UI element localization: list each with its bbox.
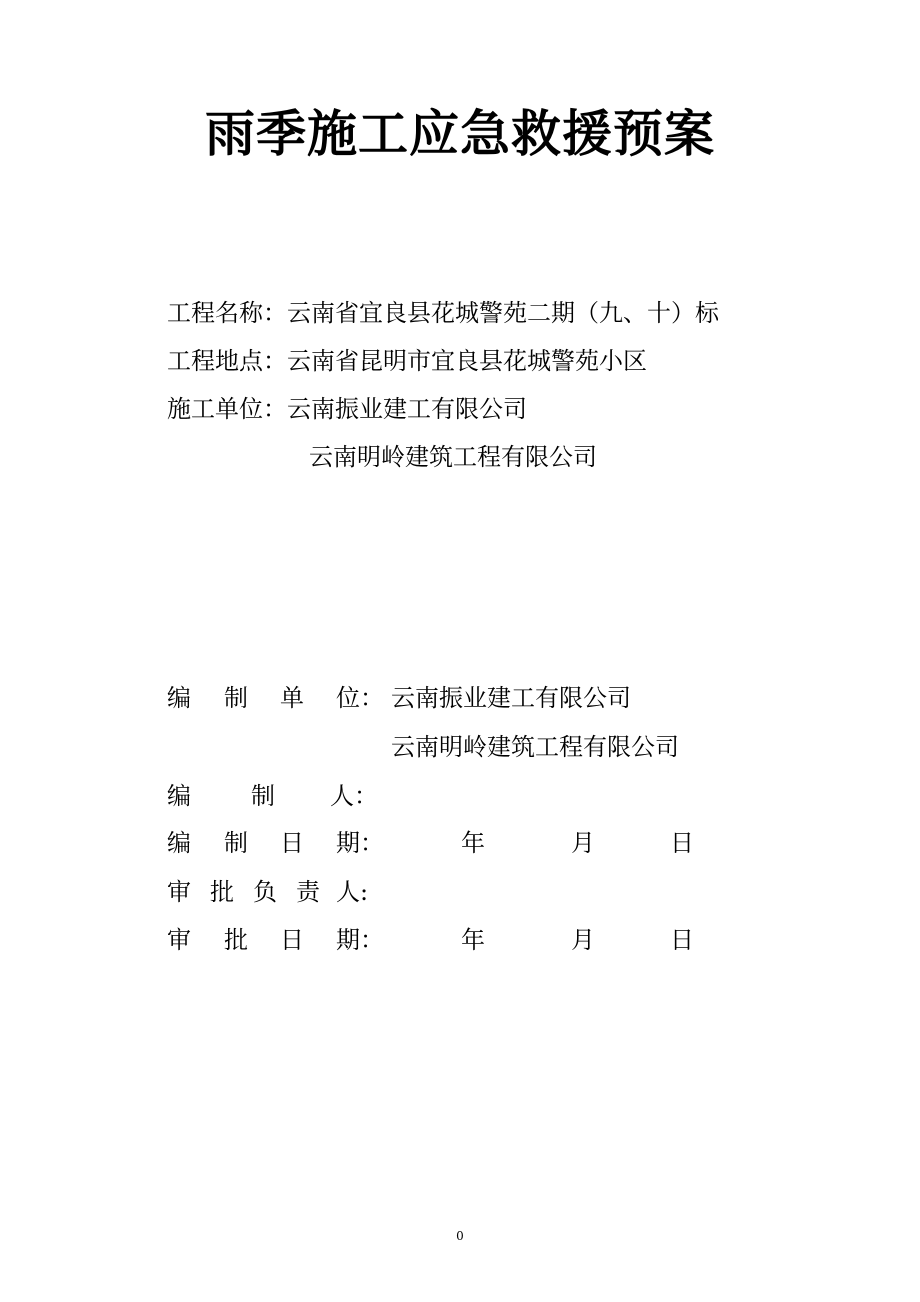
compiler-char-3: 人： xyxy=(330,782,378,810)
approve-date-day: 日 xyxy=(670,926,694,954)
compile-unit-char-3: 单 xyxy=(280,684,304,712)
contractor-value-1: 云南振业建工有限公司 xyxy=(287,395,527,423)
compiler-char-1: 编 xyxy=(167,782,191,810)
contractor-row xyxy=(167,393,527,425)
project-location-value: 云南省昆明市宜良县花城警苑小区 xyxy=(287,347,647,375)
project-location-row xyxy=(167,345,647,377)
compile-unit-value-2: 云南明岭建筑工程有限公司 xyxy=(391,733,679,761)
compile-date-year: 年 xyxy=(461,829,485,857)
approver-char-2: 批 xyxy=(210,878,234,906)
approve-date-char-4: 期： xyxy=(336,926,384,954)
compile-date-month: 月 xyxy=(571,829,595,857)
compile-date-day: 日 xyxy=(670,829,694,857)
compile-date-char-1: 编 xyxy=(167,829,191,857)
contractor-label: 施工单位： xyxy=(167,395,287,423)
approver-char-3: 负 xyxy=(253,878,277,906)
approve-date-year: 年 xyxy=(461,926,485,954)
compile-unit-value-1: 云南振业建工有限公司 xyxy=(391,684,631,712)
compile-date-char-2: 制 xyxy=(224,829,248,857)
project-name-row xyxy=(167,297,719,329)
project-name-value: 云南省宜良县花城警苑二期（九、十）标 xyxy=(287,299,719,327)
project-name-label: 工程名称： xyxy=(167,299,287,327)
approve-date-month: 月 xyxy=(571,926,595,954)
compile-unit-char-2: 制 xyxy=(224,684,248,712)
approver-char-1: 审 xyxy=(167,878,191,906)
compiler-char-2: 制 xyxy=(251,782,275,810)
approver-char-5: 人: xyxy=(336,878,369,906)
approve-date-char-1: 审 xyxy=(167,926,191,954)
compile-date-char-4: 期： xyxy=(336,829,384,857)
approver-char-4: 责 xyxy=(296,878,320,906)
approve-date-char-2: 批 xyxy=(224,926,248,954)
page-number: 0 xyxy=(456,1229,464,1243)
compile-unit-char-4: 位： xyxy=(336,684,384,712)
document-title: 雨季施工应急救援预案 xyxy=(205,105,715,163)
compile-unit-char-1: 编 xyxy=(167,684,191,712)
contractor-value-2: 云南明岭建筑工程有限公司 xyxy=(309,443,597,471)
approve-date-char-3: 日 xyxy=(280,926,304,954)
project-location-label: 工程地点： xyxy=(167,347,287,375)
compile-date-char-3: 日 xyxy=(280,829,304,857)
